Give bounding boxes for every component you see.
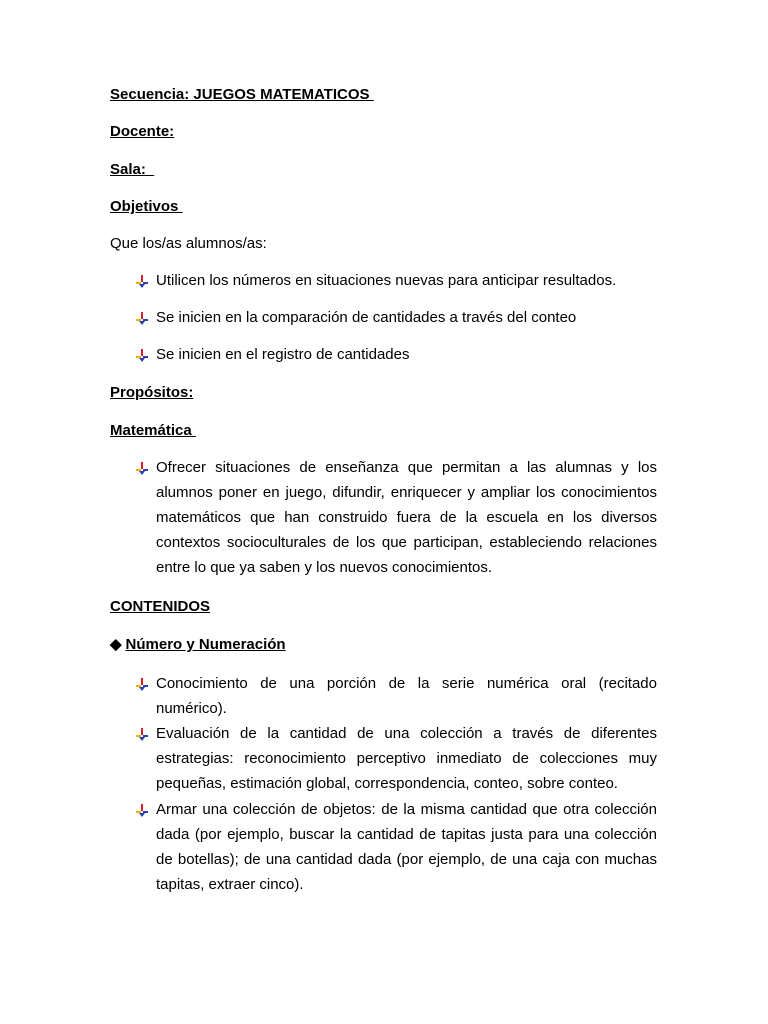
objetivos-heading [110,198,183,216]
list-item: Utilicen los números en situaciones nuevas para anticipar resultados. [156,272,617,289]
arrow-bullet-icon [135,349,149,363]
list-item: Ofrecer situaciones de enseñanza que permitan a las alumnas y los alumnos poner en juego, difundir, enriquecer y ampliar los conocimientos matemáticos que han construido fuera de la escuela en los diversos contextos socioculturales de los que participan, estableciendo relaciones entre lo que ya saben y los nuevos conocimientos. [156,459,657,576]
secuencia-heading [110,86,374,104]
list-item: Se inicien en la comparación de cantidades a través del conteo [156,309,577,326]
docente-heading: Docente: [110,123,175,140]
matematica-heading [110,422,196,440]
secuencia-value: JUEGOS MATEMATICOS [193,86,370,103]
list-item: Se inicien en el registro de cantidades [156,346,410,363]
arrow-bullet-icon [135,312,149,326]
list-item: Armar una colección de objetos: de la misma cantidad que otra colección dada (por ejemplo, buscar la cantidad de tapitas justa para una colección de botellas); de una cantidad dada (por ejemplo, de una caja con muchas tapitas, extraer cinco). [156,801,657,893]
contenidos-heading: CONTENIDOS [110,598,211,615]
diamond-bullet-icon: ◆ [110,636,122,653]
sala-heading [110,161,154,179]
matematica-title: Matemática [110,422,192,439]
list-item: Conocimiento de una porción de la serie numérica oral (recitado numérico). [156,675,657,717]
arrow-bullet-icon [135,678,149,692]
objetivos-intro: Que los/as alumnos/as: [110,235,267,252]
propositos-heading: Propósitos: [110,384,194,401]
arrow-bullet-icon [135,728,149,742]
numero-numeracion-heading [110,636,286,654]
sala-label: Sala: [110,161,146,178]
objetivos-title: Objetivos [110,198,179,215]
numero-numeracion-title: Número y Numeración [125,636,286,653]
list-item: Evaluación de la cantidad de una colección a través de diferentes estrategias: reconocimiento perceptivo inmediato de colecciones muy pequeñas, estimación global, correspondencia, conteo, sobre conteo. [156,725,657,792]
arrow-bullet-icon [135,804,149,818]
arrow-bullet-icon [135,462,149,476]
arrow-bullet-icon [135,275,149,289]
secuencia-label: Secuencia: [110,86,190,103]
